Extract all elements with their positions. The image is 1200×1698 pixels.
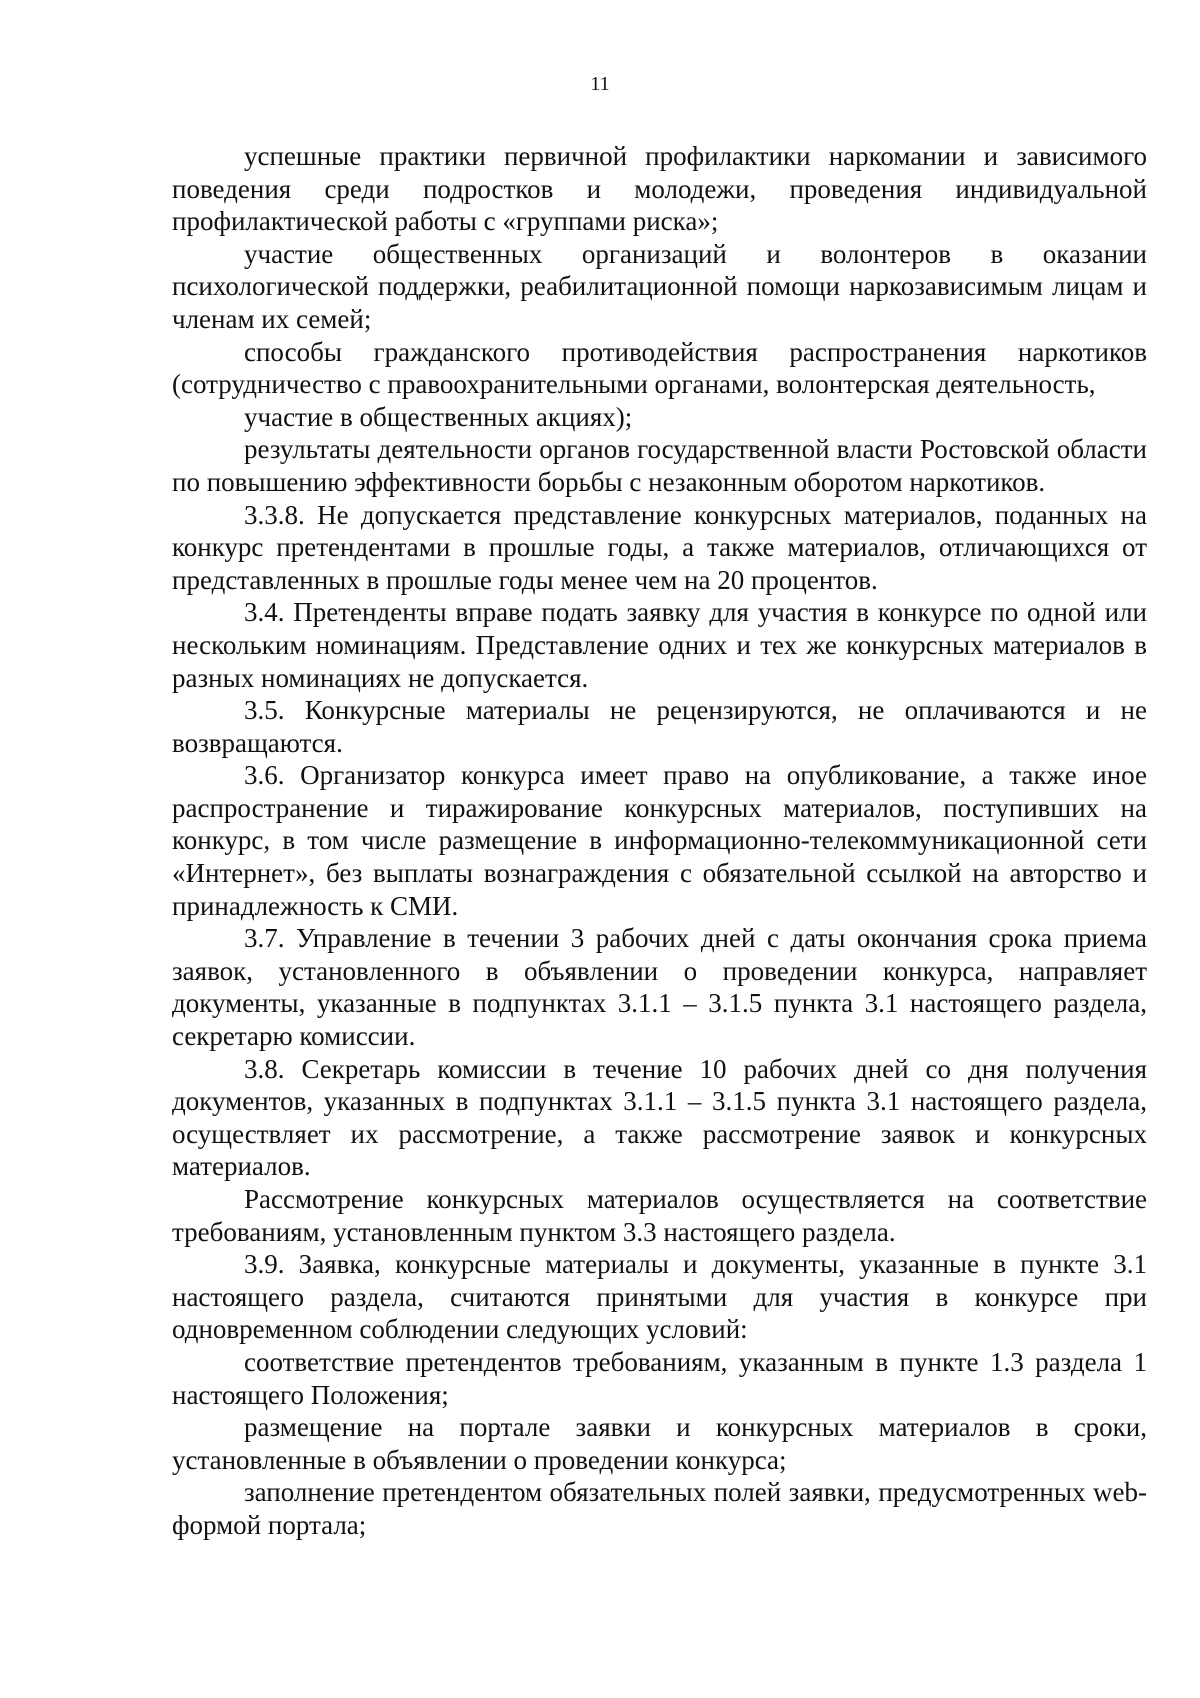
- paragraph: успешные практики первичной профилактики наркомании и зависимого поведения среди подростков и молодежи, проведения индивидуальной профилактической работы с «группами риска»;: [172, 141, 1147, 237]
- paragraph: 3.4. Претенденты вправе подать заявку для участия в конкурсе по одной или нескольким номинациям. Представление одних и тех же конкурсных материалов в разных номинациях не допускается.: [172, 597, 1147, 693]
- paragraph: размещение на портале заявки и конкурсных материалов в сроки, установленные в объявлении о проведении конкурса;: [172, 1412, 1147, 1475]
- paragraph: способы гражданского противодействия распространения наркотиков (сотрудничество с правоохранительными органами, волонтерская деятельность,: [172, 336, 1147, 400]
- paragraph: заполнение претендентом обязательных полей заявки, предусмотренных web-формой портала;: [172, 1477, 1147, 1540]
- paragraph: 3.3.8. Не допускается представление конкурсных материалов, поданных на конкурс претендентами в прошлые годы, а также материалов, отличающихся от представленных в прошлые годы менее чем на 20 процентов.: [172, 499, 1147, 595]
- paragraph: Рассмотрение конкурсных материалов осуществляется на соответствие требованиям, установленным пунктом 3.3 настоящего раздела.: [172, 1184, 1147, 1247]
- paragraph: 3.6. Организатор конкурса имеет право на опубликование, а также иное распространение и тиражирование конкурсных материалов, поступивших на конкурс, в том числе размещение в информационно-телекоммуникационной сети «Интернет», без выплаты вознаграждения с обязательной ссылкой на авторство и принадлежность к СМИ.: [172, 760, 1147, 921]
- paragraph: 3.7. Управление в течении 3 рабочих дней с даты окончания срока приема заявок, установленного в объявлении о проведении конкурса, направляет документы, указанные в подпунктах 3.1.1 – 3.1.5 пункта 3.1 настоящего раздела, секретарю комиссии.: [172, 923, 1147, 1052]
- paragraph: участие общественных организаций и волонтеров в оказании психологической поддержки, реабилитационной помощи наркозависимым лицам и членам их семей;: [172, 238, 1147, 334]
- paragraph: участие в общественных акциях);: [244, 401, 633, 432]
- paragraph: 3.8. Секретарь комиссии в течение 10 рабочих дней со дня получения документов, указанных в подпунктах 3.1.1 – 3.1.5 пункта 3.1 настоящего раздела, осуществляет их рассмотрение, а также рассмотрение заявок и конкурсных материалов.: [172, 1053, 1147, 1182]
- paragraph: соответствие претендентов требованиям, указанным в пункте 1.3 раздела 1 настоящего Положения;: [172, 1346, 1147, 1410]
- paragraph: результаты деятельности органов государственной власти Ростовской области по повышению эффективности борьбы с незаконным оборотом наркотиков.: [172, 434, 1147, 497]
- paragraph: 3.5. Конкурсные материалы не рецензируются, не оплачиваются и не возвращаются.: [172, 695, 1147, 758]
- paragraph: 3.9. Заявка, конкурсные материалы и документы, указанные в пункте 3.1 настоящего раздела, считаются принятыми для участия в конкурсе при одновременном соблюдении следующих условий:: [172, 1249, 1147, 1345]
- page-number: 11: [590, 73, 610, 95]
- document-body: [172, 140, 1147, 1542]
